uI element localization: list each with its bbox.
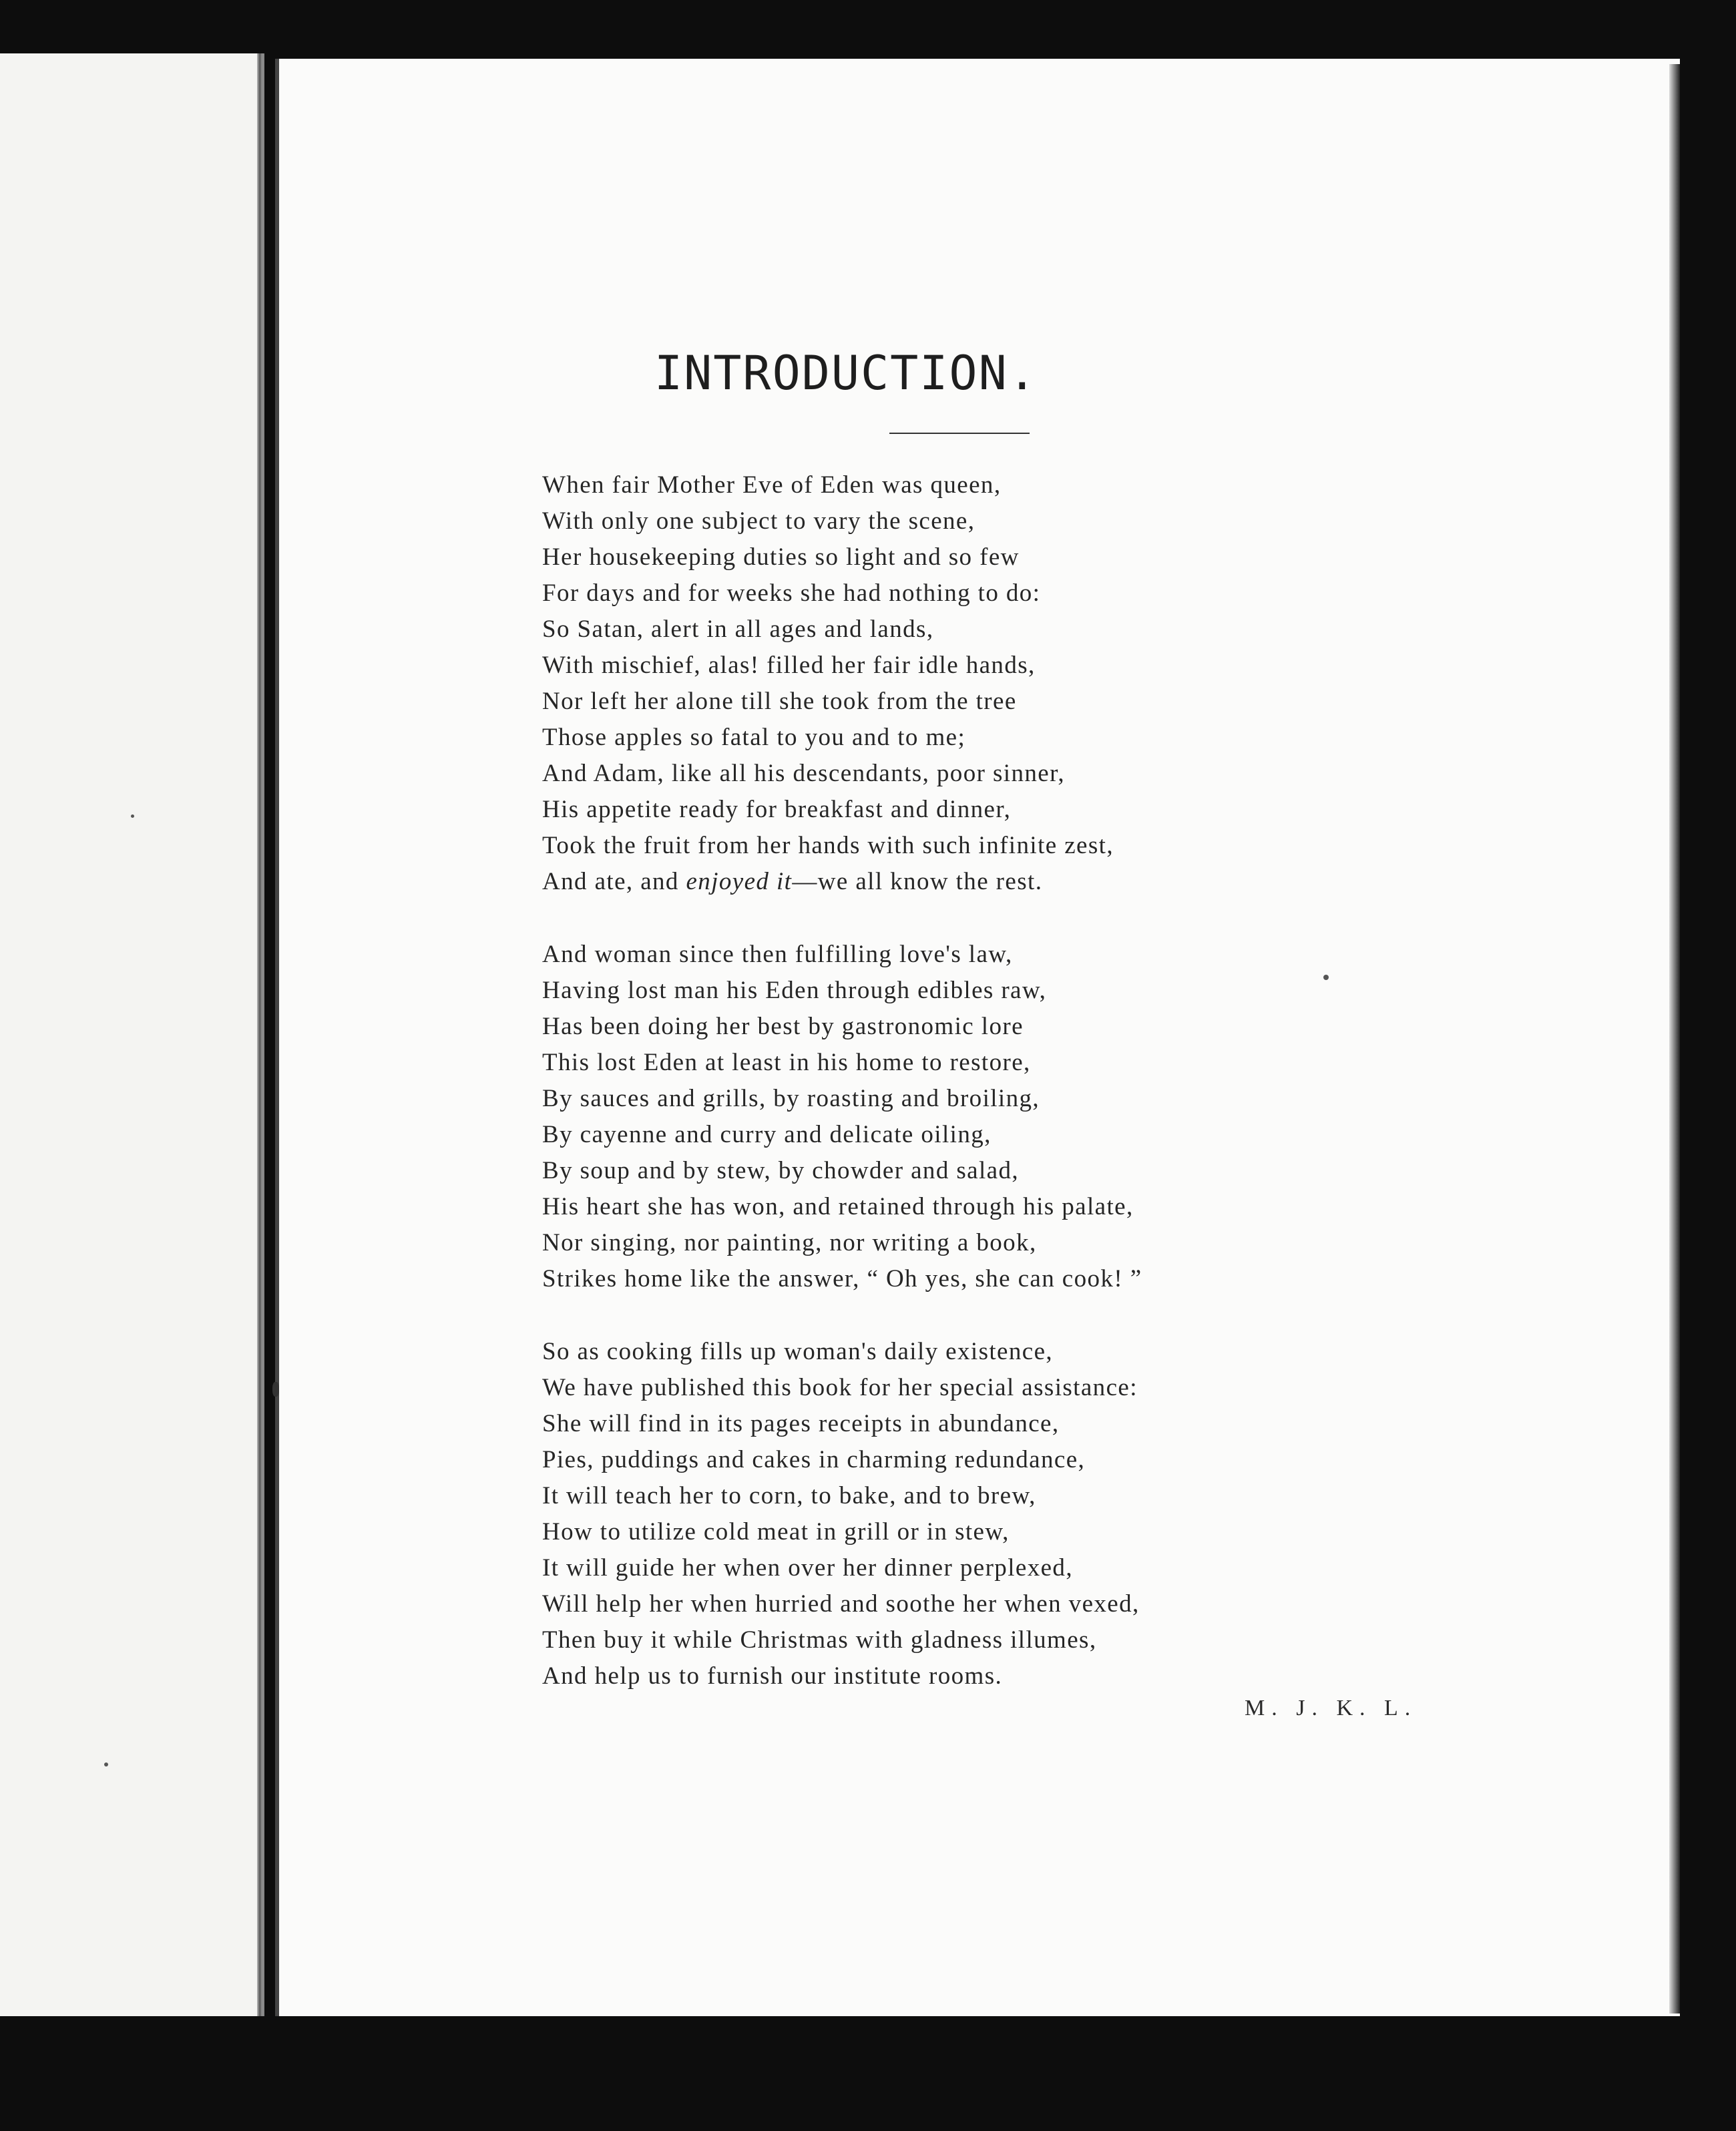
scan-speck [1323, 975, 1329, 980]
page-title: INTRODUCTION. [654, 346, 1038, 401]
poem-line: Pies, puddings and cakes in charming redundance, [542, 1446, 1086, 1473]
poem-line: This lost Eden at least in his home to restore, [542, 1049, 1031, 1076]
poem-line: She will find in its pages receipts in abundance, [542, 1410, 1060, 1437]
poem-line-final [542, 864, 1114, 900]
poem-line: Strikes home like the answer, “ Oh yes, she can cook! ” [542, 1265, 1142, 1292]
title-divider [889, 433, 1030, 434]
poem-line: By sauces and grills, by roasting and broiling, [542, 1085, 1040, 1112]
poem-line: And help us to furnish our institute rooms. [542, 1662, 1003, 1690]
poem-stanza-2 [542, 937, 1142, 1297]
scan-speck [272, 1382, 279, 1397]
poem-line: It will guide her when over her dinner perplexed, [542, 1554, 1073, 1582]
poem-line: Nor left her alone till she took from the tree [542, 688, 1017, 715]
poem-line-end: —we all know the rest. [792, 868, 1043, 895]
poem-line: By soup and by stew, by chowder and salad, [542, 1157, 1020, 1184]
poem-stanza-1 [542, 467, 1114, 900]
poem-line: And woman since then fulfilling love's law, [542, 941, 1013, 968]
poem-line: And Adam, like all his descendants, poor sinner, [542, 760, 1065, 787]
poem-line: Her housekeeping duties so light and so few [542, 543, 1020, 571]
poem-line: Will help her when hurried and soothe her when vexed, [542, 1590, 1140, 1618]
poem-line: Having lost man his Eden through edibles raw, [542, 977, 1047, 1004]
poem-line: With only one subject to vary the scene, [542, 507, 975, 535]
poem-stanza-3 [542, 1334, 1140, 1694]
poem-line: Those apples so fatal to you and to me; [542, 724, 966, 751]
poem-line: Then buy it while Christmas with gladness illumes, [542, 1626, 1097, 1654]
poem-line: Took the fruit from her hands with such infinite zest, [542, 832, 1114, 859]
poem-line: Nor singing, nor painting, nor writing a book, [542, 1229, 1037, 1256]
poem-line: His heart she has won, and retained through his palate, [542, 1193, 1134, 1220]
poem-line-emphasis: enjoyed it [686, 868, 793, 895]
poem-line: We have published this book for her special assistance: [542, 1374, 1138, 1401]
poem-line: So Satan, alert in all ages and lands, [542, 616, 934, 643]
poem-line: His appetite ready for breakfast and dinner, [542, 796, 1012, 823]
poem-line: So as cooking fills up woman's daily existence, [542, 1338, 1054, 1365]
book-spine [257, 53, 262, 2016]
poem-line: With mischief, alas! filled her fair idle hands, [542, 652, 1036, 679]
poem-line: When fair Mother Eve of Eden was queen, [542, 471, 1002, 499]
poem-line: Has been doing her best by gastronomic lore [542, 1013, 1024, 1040]
poem-line: By cayenne and curry and delicate oiling, [542, 1121, 992, 1148]
author-signature: M. J. K. L. [1245, 1696, 1418, 1720]
poem-line: It will teach her to corn, to bake, and to brew, [542, 1482, 1036, 1509]
right-page-edge [1669, 64, 1680, 2014]
scan-speck [104, 1762, 108, 1766]
poem-line: For days and for weeks she had nothing to do: [542, 579, 1041, 607]
left-page-edge [0, 53, 264, 2016]
scan-speck [131, 814, 134, 818]
poem-line-start: And ate, and [542, 868, 686, 895]
poem-line: How to utilize cold meat in grill or in stew, [542, 1518, 1010, 1546]
